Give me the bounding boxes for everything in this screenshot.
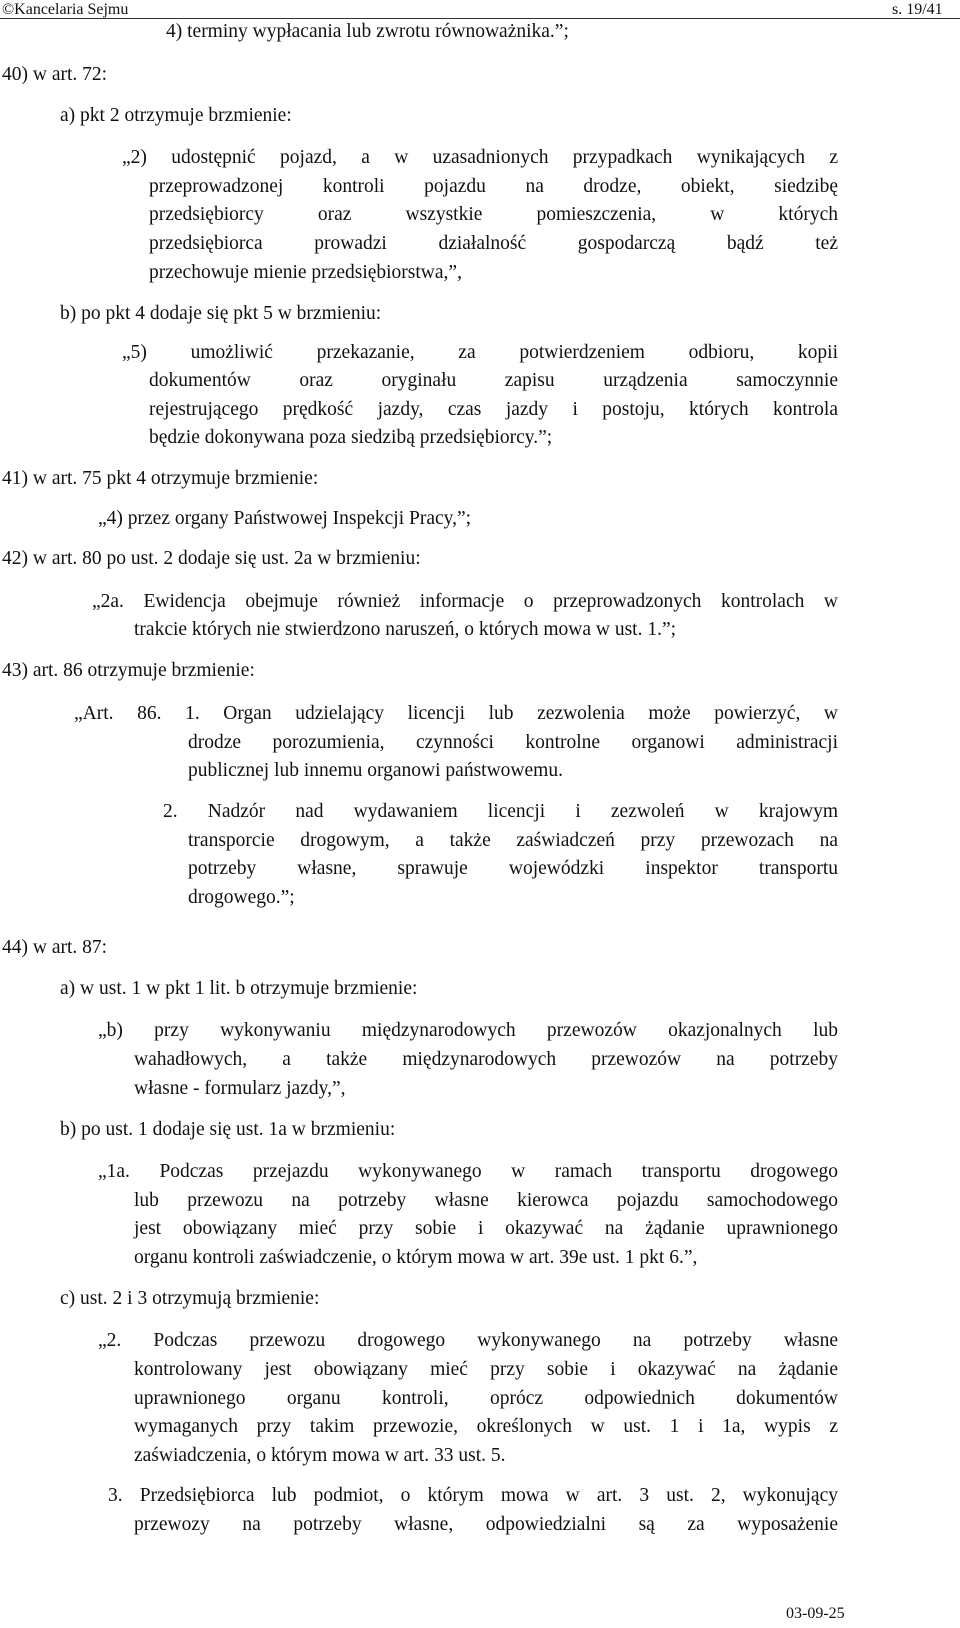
text-line: „2. Podczas przewozu drogowego wykonywanego na potrzeby własne	[98, 1330, 838, 1351]
text-line: a) w ust. 1 w pkt 1 lit. b otrzymuje brzmienie:	[60, 978, 418, 999]
text-line: 42) w art. 80 po ust. 2 dodaje się ust. 2a w brzmieniu:	[2, 548, 421, 569]
text-line: transporcie drogowym, a także zaświadczeń przy przewozach na	[188, 830, 838, 851]
header-rule	[0, 18, 960, 19]
text-line: 43) art. 86 otrzymuje brzmienie:	[2, 660, 255, 681]
text-line: potrzeby własne, sprawuje wojewódzki inspektor transportu	[188, 858, 838, 879]
text-line: jest obowiązany mieć przy sobie i okazywać na żądanie uprawnionego	[134, 1218, 838, 1239]
text-line: przewozy na potrzeby własne, odpowiedzialni są za wyposażenie	[134, 1514, 838, 1535]
text-line: 3. Przedsiębiorca lub podmiot, o którym mowa w art. 3 ust. 2, wykonujący	[108, 1485, 838, 1506]
text-line: „Art. 86. 1. Organ udzielający licencji lub zezwolenia może powierzyć, w	[74, 703, 838, 724]
text-line: 2. Nadzór nad wydawaniem licencji i zezwoleń w krajowym	[163, 801, 838, 822]
text-line: uprawnionego organu kontroli, oprócz odpowiednich dokumentów	[134, 1388, 838, 1409]
text-line: 4) terminy wypłacania lub zwrotu równoważnika.”;	[166, 21, 569, 42]
text-line: przechowuje mienie przedsiębiorstwa,”,	[149, 262, 462, 283]
text-line: „2) udostępnić pojazd, a w uzasadnionych przypadkach wynikających z	[122, 147, 838, 168]
text-line: przeprowadzonej kontroli pojazdu na drodze, obiekt, siedzibę	[149, 176, 838, 197]
text-line: organu kontroli zaświadczenie, o którym mowa w art. 39e ust. 1 pkt 6.”,	[134, 1247, 698, 1268]
text-line: a) pkt 2 otrzymuje brzmienie:	[60, 105, 292, 126]
text-line: przedsiębiorca prowadzi działalność gospodarczą bądź też	[149, 233, 838, 254]
page-number: s. 19/41	[892, 1, 943, 18]
text-line: drodze porozumienia, czynności kontrolne organowi administracji	[188, 732, 838, 753]
text-line: b) po pkt 4 dodaje się pkt 5 w brzmieniu:	[60, 303, 382, 324]
text-line: będzie dokonywana poza siedzibą przedsiębiorcy.”;	[149, 427, 553, 448]
text-line: „1a. Podczas przejazdu wykonywanego w ramach transportu drogowego	[98, 1161, 838, 1182]
text-line: b) po ust. 1 dodaje się ust. 1a w brzmieniu:	[60, 1119, 396, 1140]
text-line: „5) umożliwić przekazanie, za potwierdzeniem odbioru, kopii	[122, 342, 838, 363]
text-line: kontrolowany jest obowiązany mieć przy sobie i okazywać na żądanie	[134, 1359, 838, 1380]
text-line: wymaganych przy takim przewozie, określonych w ust. 1 i 1a, wypis z	[134, 1416, 838, 1437]
header-left: ©Kancelaria Sejmu	[2, 1, 129, 18]
text-line: wahadłowych, a także międzynarodowych przewozów na potrzeby	[134, 1049, 838, 1070]
text-line: 40) w art. 72:	[2, 64, 108, 85]
text-line: przedsiębiorcy oraz wszystkie pomieszczenia, w których	[149, 204, 838, 225]
text-line: „b) przy wykonywaniu międzynarodowych przewozów okazjonalnych lub	[98, 1020, 838, 1041]
text-line: własne - formularz jazdy,”,	[134, 1078, 346, 1099]
text-line: „4) przez organy Państwowej Inspekcji Pracy,”;	[98, 508, 472, 529]
text-line: 41) w art. 75 pkt 4 otrzymuje brzmienie:	[2, 468, 319, 489]
text-line: drogowego.”;	[188, 887, 295, 908]
text-line: lub przewozu na potrzeby własne kierowca pojazdu samochodowego	[134, 1190, 838, 1211]
text-line: trakcie których nie stwierdzono naruszeń, o których mowa w ust. 1.”;	[134, 619, 677, 640]
text-line: dokumentów oraz oryginału zapisu urządzenia samoczynnie	[149, 370, 838, 391]
text-line: „2a. Ewidencja obejmuje również informacje o przeprowadzonych kontrolach w	[92, 591, 838, 612]
footer-date: 03-09-25	[786, 1605, 845, 1622]
text-line: zaświadczenia, o którym mowa w art. 33 ust. 5.	[134, 1445, 506, 1466]
text-line: 44) w art. 87:	[2, 937, 108, 958]
text-line: c) ust. 2 i 3 otrzymują brzmienie:	[60, 1288, 320, 1309]
text-line: publicznej lub innemu organowi państwowemu.	[188, 760, 563, 781]
text-line: rejestrującego prędkość jazdy, czas jazdy i postoju, których kontrola	[149, 399, 838, 420]
